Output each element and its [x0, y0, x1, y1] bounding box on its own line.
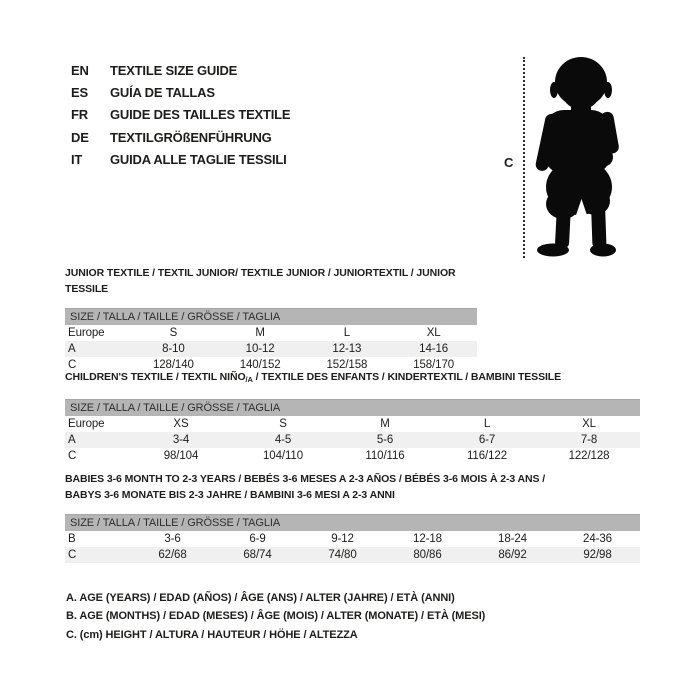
cell-value: 86/92: [498, 549, 527, 561]
table-row: [65, 448, 640, 464]
cell-value: 10-12: [245, 343, 275, 355]
section-junior: [65, 265, 477, 373]
cell-value: 128/140: [152, 359, 194, 371]
cell-value: 14-16: [419, 343, 449, 355]
section-babies: [65, 471, 640, 563]
section-title-text: / TEXTILE DES ENFANTS / KINDERTEXTIL / BAMBINI TESSILE: [252, 371, 562, 383]
language-label: GUIDA ALLE TAGLIE TESSILI: [110, 151, 287, 167]
row-label: A: [68, 343, 76, 355]
row-label: C: [68, 549, 77, 561]
cell-value: 158/170: [413, 359, 455, 371]
section-title: [65, 471, 640, 503]
height-measure-line: [523, 57, 525, 258]
language-row: [71, 82, 290, 104]
section-title-line: BABYS 3-6 MONATE BIS 2-3 JAHRE / BAMBINI 3-6 MESI A 2-3 ANNI: [65, 489, 395, 501]
table-row: [65, 531, 640, 547]
size-table-header: SIZE / TALLA / TAILLE / GRÖSSE / TAGLIA: [65, 514, 640, 531]
baby-silhouette: [533, 54, 628, 259]
cell-value: 6-9: [249, 533, 266, 545]
cell-value: 116/122: [466, 450, 508, 462]
cell-value: 8-10: [162, 343, 185, 355]
row-label: C: [68, 450, 77, 462]
language-list: [71, 60, 290, 171]
legend: [66, 589, 485, 644]
language-row: [71, 60, 290, 82]
language-label: GUIDE DES TAILLES TEXTILE: [110, 107, 291, 123]
size-table: [65, 308, 477, 373]
cell-value: M: [380, 418, 390, 430]
cell-value: 4-5: [274, 434, 292, 446]
cell-value: 92/98: [583, 549, 612, 561]
legend-line: A. AGE (YEARS) / EDAD (AÑOS) / ÂGE (ANS) / ALTER (JAHRE) / ETÀ (ANNI): [66, 592, 455, 604]
cell-value: 110/116: [365, 450, 405, 462]
legend-line: C. (cm) HEIGHT / ALTURA / HAUTEUR / HÖHE / ALTEZZA: [66, 628, 358, 641]
height-measure-label: C: [504, 155, 514, 170]
cell-value: 104/110: [262, 450, 304, 462]
section-title-text: CHILDREN'S TEXTILE / TEXTIL NIÑO: [65, 371, 246, 383]
cell-value: 9-12: [331, 533, 354, 545]
row-label: Europe: [68, 327, 105, 339]
row-label: Europe: [68, 418, 105, 430]
cell-value: 98/104: [163, 450, 199, 462]
silhouette-shapes: [534, 57, 619, 257]
cell-value: 74/80: [328, 549, 357, 561]
language-label: GUÍA DE TALLAS: [110, 85, 215, 101]
row-label: C: [68, 359, 77, 371]
cell-value: XL: [582, 418, 596, 430]
cell-value: 18-24: [498, 533, 527, 545]
row-label: B: [68, 533, 76, 545]
language-label: TEXTILGRÖßENFÜHRUNG: [110, 129, 272, 145]
cell-value: 24-36: [583, 533, 612, 545]
cell-value: 12-18: [413, 533, 442, 545]
section-title-line: BABIES 3-6 MONTH TO 2-3 YEARS / BEBÉS 3-6 MESES A 2-3 AÑOS / BÉBÉS 3-6 MOIS À 2-3 ANS /: [65, 473, 546, 485]
cell-value: 140/152: [239, 359, 281, 371]
table-row: [65, 341, 477, 357]
cell-value: 122/128: [568, 450, 610, 462]
table-row: [65, 416, 640, 432]
cell-value: S: [169, 327, 178, 339]
cell-value: L: [343, 327, 351, 339]
language-code: IT: [71, 151, 83, 167]
language-code: ES: [71, 85, 88, 101]
table-row: [65, 547, 640, 563]
cell-value: S: [279, 418, 287, 430]
language-row: [71, 104, 290, 126]
language-code: DE: [71, 129, 89, 145]
section-children: [65, 369, 640, 464]
section-title: [65, 369, 640, 388]
cell-value: 5-6: [376, 434, 394, 446]
size-table-header: SIZE / TALLA / TAILLE / GRÖSSE / TAGLIA: [65, 308, 477, 325]
cell-value: 7-8: [580, 434, 598, 446]
cell-value: L: [483, 418, 491, 430]
cell-value: 68/74: [243, 549, 272, 561]
cell-value: 152/158: [326, 359, 368, 371]
cell-value: XL: [426, 327, 441, 339]
language-row: [71, 127, 290, 149]
cell-value: 6-7: [478, 434, 496, 446]
language-code: EN: [71, 63, 89, 78]
cell-value: 3-4: [172, 434, 190, 446]
cell-value: 3-6: [164, 533, 181, 545]
cell-value: 80/86: [413, 549, 442, 561]
table-row: [65, 432, 640, 448]
language-code: FR: [71, 107, 88, 123]
cell-value: 12-13: [332, 343, 362, 355]
table-row: [65, 325, 477, 341]
section-title-subscript: /A: [245, 375, 253, 384]
cell-value: M: [255, 327, 265, 339]
language-label: TEXTILE SIZE GUIDE: [110, 63, 238, 78]
section-title-line: JUNIOR TEXTILE / TEXTIL JUNIOR/ TEXTILE JUNIOR / JUNIORTEXTIL / JUNIOR TESSILE: [65, 267, 456, 295]
size-table: [65, 399, 640, 464]
section-title: [65, 265, 477, 297]
legend-line: B. AGE (MONTHS) / EDAD (MESES) / ÂGE (MOIS) / ALTER (MONATE) / ETÀ (MESI): [66, 610, 486, 623]
language-row: [71, 149, 290, 171]
cell-value: 62/68: [158, 549, 187, 561]
cell-value: XS: [173, 418, 189, 430]
size-table-header: SIZE / TALLA / TAILLE / GRÖSSE / TAGLIA: [65, 399, 640, 416]
size-table: [65, 514, 640, 563]
row-label: A: [68, 434, 76, 446]
